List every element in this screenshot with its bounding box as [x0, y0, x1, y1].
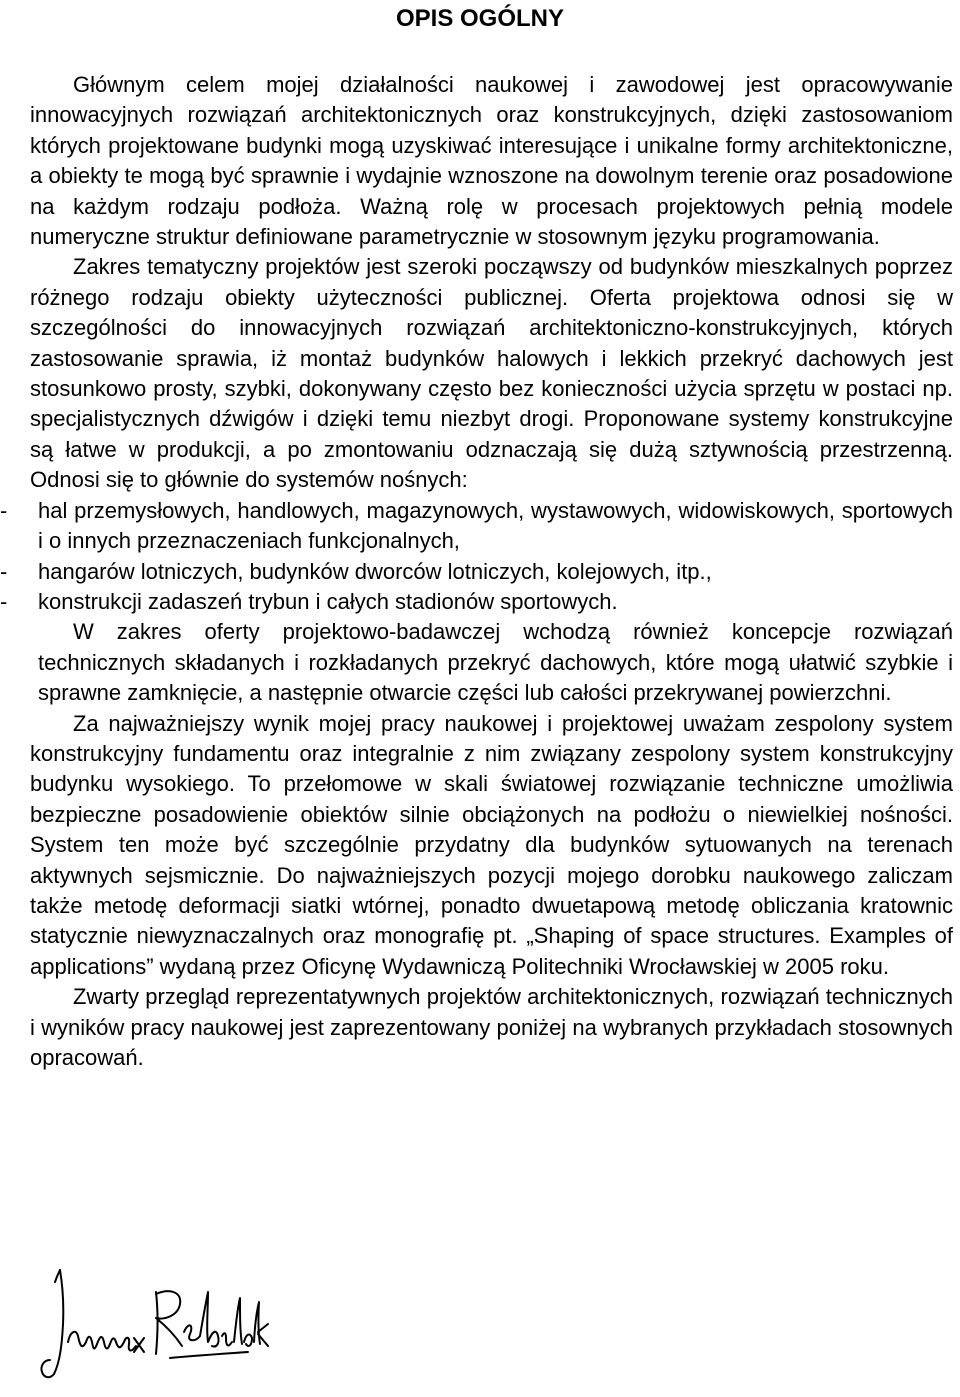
overview-paragraph: Zwarty przegląd reprezentatywnych projektów architektonicznych, rozwiązań technicznych i wyników pracy naukowej jest zaprezentowany poniżej na wybranych przykładach stosownych opracowań. [30, 984, 953, 1070]
results-paragraph: Za najważniejszy wynik mojej pracy naukowej i projektowej uważam zespolony system konstrukcyjny fundamentu oraz integralnie z nim związany zespolony system konstrukcyjny budynku wysokiego. To przełomowe w skali światowej rozwiązanie techniczne umożliwia bezpieczne posadowienie obiektów silnie obciążonych na podłożu o niewielkiej nośności. System ten może być szczególnie przydatny dla budynków sytuowanych na terenach aktywnych sejsmicznie. Do najważniejszych pozycji mojego dorobku naukowego zaliczam także metodę deformacji siatki wtórnej, ponadto dwuetapową metodę obliczania kratownic statycznie niewyznaczalnych oraz monografię pt. „Shaping of space structures. Examples of applications” wydaną przez Oficynę Wydawniczą Politechniki Wrocławskiej w 2005 roku. [30, 710, 953, 979]
list-item-text: hal przemysłowych, handlowych, magazynowych, wystawowych, widowiskowych, sportowych i o innych przeznaczeniach funkcjonalnych, [38, 497, 953, 554]
list-dash: - [0, 588, 8, 614]
scope-paragraph: Zakres tematyczny projektów jest szeroki począwszy od budynków mieszkalnych poprzez różnego rodzaju obiekty użyteczności publicznej. Oferta projektowa odnosi się w szczególności do innowacyjnych rozwiązań architektoniczno-konstrukcyjnych, których zastosowanie sprawia, iż montaż budynków halowych i lekkich przekryć dachowych jest stosunkowo prosty, szybki, dokonywany często bez konieczności użycia sprzętu w postaci np. specjalistycznych dźwigów i dzięki temu niezbyt drogi. Proponowane systemy konstrukcyjne są łatwe w produkcji, a po zmontowaniu odznaczają się dużą sztywnością przestrzenną. Odnosi się to głównie do systemów nośnych: [30, 254, 953, 493]
list-item-text: konstrukcji zadaszeń trybun i całych stadionów sportowych. [38, 588, 618, 614]
offer-paragraph: W zakres oferty projektowo-badawczej wchodzą również koncepcje rozwiązań technicznych składanych i rozkładanych przekryć dachowych, które mogą ułatwić szybkie i sprawne zamknięcie, a następnie otwarcie części lub całości przekrywanej powierzchni. [38, 619, 953, 706]
bearing-systems-list [0, 496, 953, 618]
list-item [0, 557, 953, 587]
list-item-text: hangarów lotniczych, budynków dworców lotniczych, kolejowych, itp., [38, 558, 712, 584]
list-item [0, 587, 953, 617]
intro-paragraph: Głównym celem mojej działalności naukowej i zawodowej jest opracowywanie innowacyjnych rozwiązań architektonicznych oraz konstrukcyjnych, dzięki zastosowaniom których projektowane budynki mogą uzyskiwać interesujące i unikalne formy architektoniczne, a obiekty te mogą być sprawnie i wydajnie wznoszone na dowolnym terenie oraz posadowione na każdym rodzaju podłoża. Ważną rolę w procesach projektowych pełnią modele numeryczne struktur definiowane parametrycznie w stosownym języku programowania. [30, 72, 953, 250]
list-item [0, 496, 953, 557]
signature-drawing [30, 1262, 270, 1382]
document-body [0, 70, 953, 1073]
list-dash: - [0, 558, 8, 584]
document-title: OPIS OGÓLNY [395, 5, 565, 32]
handwritten-signature [30, 1262, 270, 1382]
list-dash: - [0, 497, 8, 523]
